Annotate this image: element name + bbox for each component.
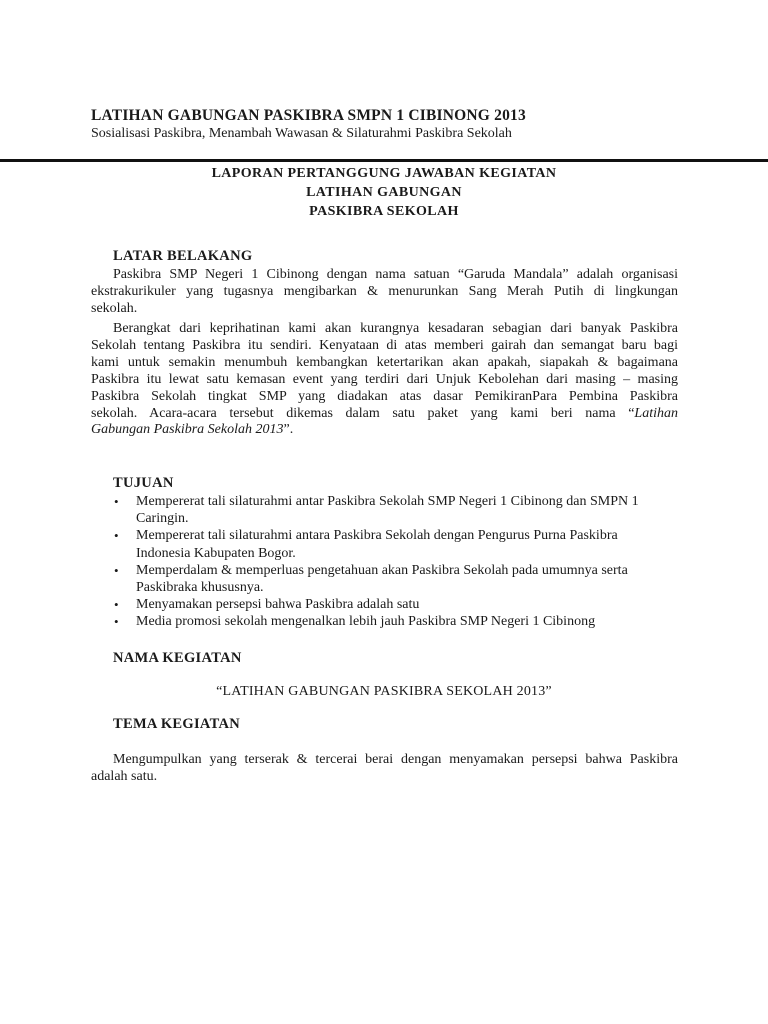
tema-kegiatan-heading: TEMA KEGIATAN: [113, 716, 241, 732]
document-subtitle: Sosialisasi Paskibra, Menambah Wawasan & Silaturahmi Paskibra Sekolah: [91, 126, 512, 141]
list-item-line: Mempererat tali silaturahmi antar Paskibra Sekolah SMP Negeri 1 Cibinong dan SMPN 1: [136, 494, 639, 509]
paragraph-line: [91, 406, 678, 423]
report-heading-line-3: PASKIBRA SEKOLAH: [309, 204, 459, 219]
list-item-line: Caringin.: [136, 511, 189, 527]
list-item: [91, 527, 691, 561]
paragraph-line: ekstrakurikuler yang tugasnya mengibarkan & menurunkan Sang Merah Putih di lingkungan: [91, 283, 678, 299]
list-item-line: Mempererat tali silaturahmi antara Paskibra Sekolah dengan Pengurus Purna Paskibra: [136, 528, 618, 544]
paragraph-line: Paskibra itu lewat satu kemasan event yang terdiri dari Unjuk Kebolehan dari masing – masing: [91, 371, 678, 387]
paragraph-line: Sekolah tentang Paskibra itu sendiri. Kenyataan di atas memberi gairah dan semangat baru bagi: [91, 337, 678, 353]
list-item-line: Menyamakan persepsi bahwa Paskibra adalah satu: [136, 597, 420, 613]
paragraph-line: sekolah.: [91, 300, 138, 316]
paragraph-line: adalah satu.: [91, 768, 158, 784]
paragraph-line: Mengumpulkan yang terserak & tercerai berai dengan menyamakan persepsi bahwa Paskibra: [113, 752, 678, 767]
header-divider: [0, 159, 768, 162]
paragraph-text: sekolah. Acara-acara tersebut dikemas dalam satu paket yang kami beri nama “: [91, 405, 635, 421]
list-item: [91, 596, 691, 613]
latar-belakang-paragraph-1: [91, 267, 678, 318]
latar-belakang-paragraph-2: [91, 321, 678, 439]
list-item: [91, 613, 691, 630]
paragraph-text: ”.: [283, 422, 294, 438]
tema-kegiatan-paragraph: [91, 752, 678, 786]
tujuan-list: [91, 493, 691, 631]
paragraph-line: Paskibra SMP Negeri 1 Cibinong dengan nama satuan “Garuda Mandala” adalah organisasi: [113, 267, 678, 282]
paragraph-line: Paskibra Sekolah tingkat SMP yang diadakan atas dasar PemikiranPara Pembina Paskibra: [91, 388, 678, 404]
list-item-line: Memperdalam & memperluas pengetahuan akan Paskibra Sekolah pada umumnya serta: [136, 562, 628, 578]
report-heading-line-2: LATIHAN GABUNGAN: [306, 185, 462, 200]
list-item: [91, 562, 691, 596]
report-heading-line-1: LAPORAN PERTANGGUNG JAWABAN KEGIATAN: [211, 166, 557, 181]
paragraph-line: kami untuk semakin menumbuh kembangkan ketertarikan akan apakah, siapakah & bagaimana: [91, 354, 678, 370]
event-name-italic: Gabungan Paskibra Sekolah 2013: [91, 422, 284, 438]
list-item: [91, 493, 691, 527]
paragraph-line: [91, 422, 678, 439]
nama-kegiatan-heading: NAMA KEGIATAN: [113, 650, 242, 666]
list-item-line: Paskibraka khususnya.: [136, 580, 264, 596]
document-title: LATIHAN GABUNGAN PASKIBRA SMPN 1 CIBINONG 2013: [91, 107, 526, 124]
latar-belakang-heading: LATAR BELAKANG: [113, 248, 253, 264]
list-item-line: Media promosi sekolah mengenalkan lebih jauh Paskibra SMP Negeri 1 Cibinong: [136, 614, 596, 630]
nama-kegiatan-value: “LATIHAN GABUNGAN PASKIBRA SEKOLAH 2013”: [216, 684, 552, 699]
paragraph-line: Berangkat dari keprihatinan kami akan kurangnya kesadaran sebagian dari banyak Paskibra: [113, 321, 678, 336]
tujuan-heading: TUJUAN: [113, 475, 174, 491]
list-item-line: Indonesia Kabupaten Bogor.: [136, 545, 296, 561]
event-name-italic: Latihan: [634, 405, 678, 421]
